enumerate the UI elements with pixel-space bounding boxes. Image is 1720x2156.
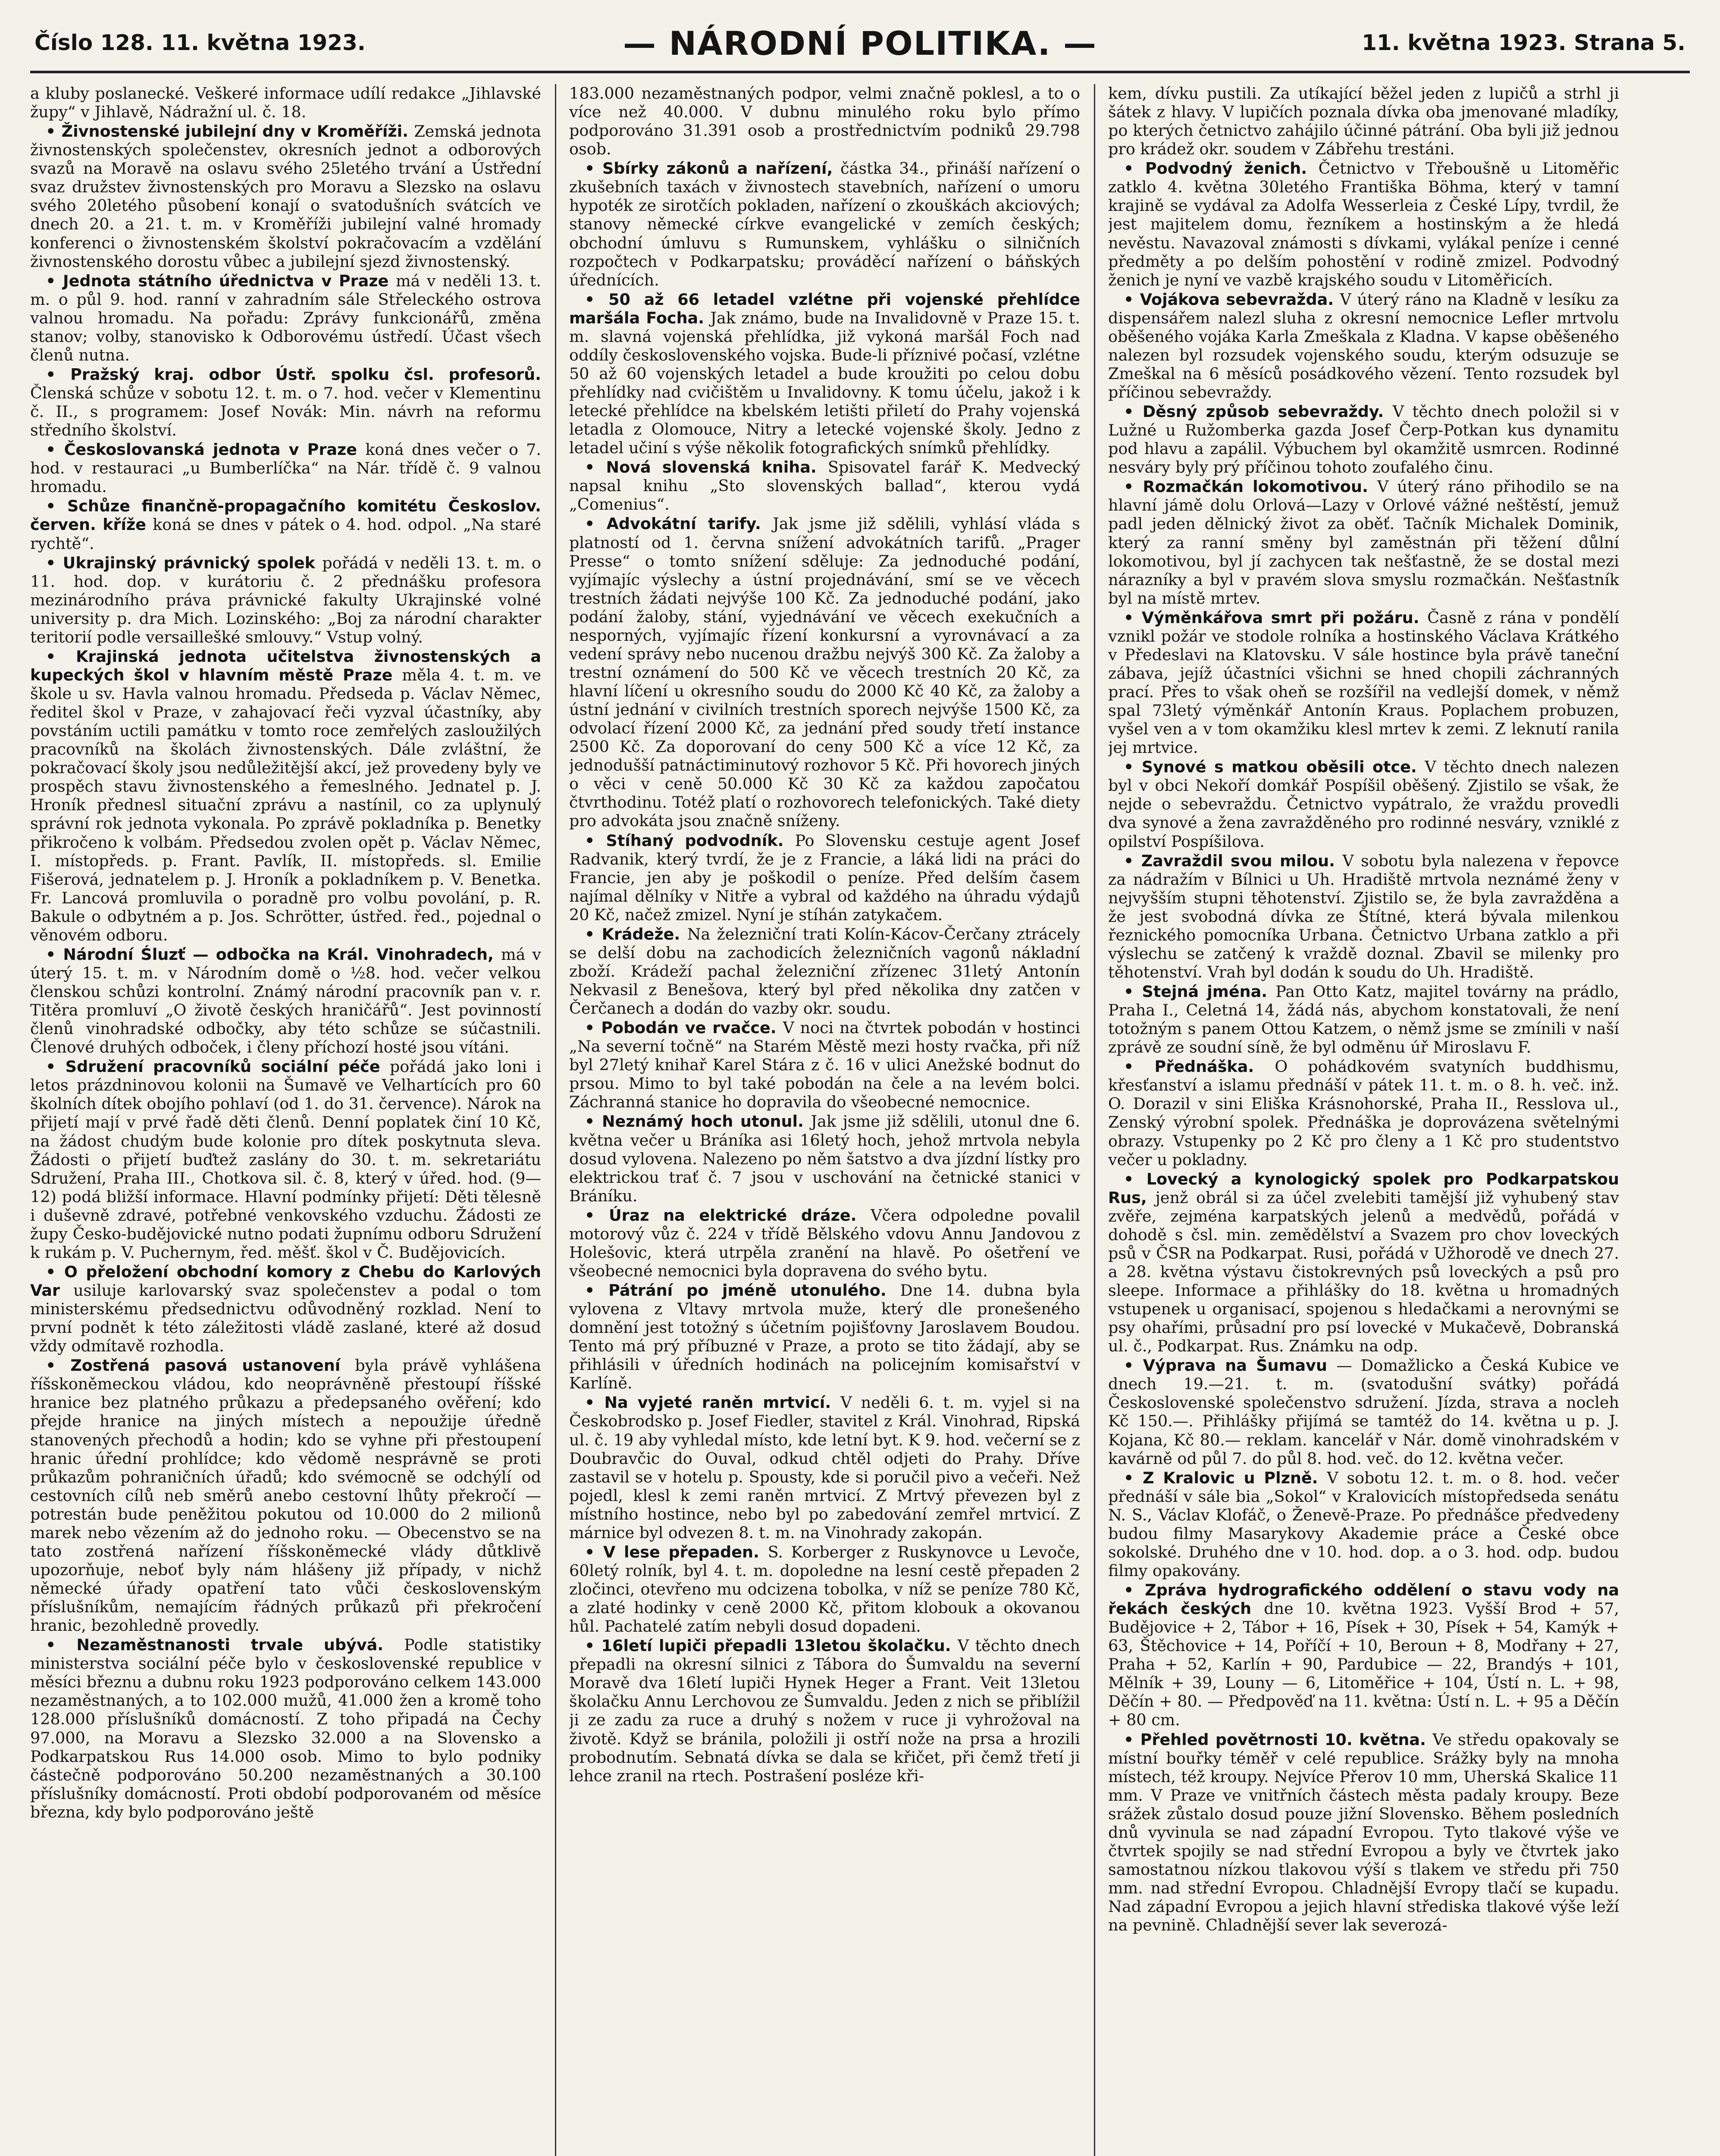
newspaper-title: — NÁRODNÍ POLITIKA. — bbox=[623, 24, 1097, 63]
article-heading: • Děsný způsob sebevraždy. bbox=[1124, 402, 1393, 421]
article-heading: • Živnostenské jubilejní dny v Kroměříži. bbox=[46, 122, 414, 141]
article-heading: • Přednáška. bbox=[1124, 1057, 1275, 1076]
article-heading: • Přehled povětrnosti 10. května. bbox=[1124, 1730, 1433, 1749]
article-text: Jak jsme již sdělili, utonul dne 6. května večer u Bráníka asi 16letý hoch, jehož mrtvola nebyla dosud vylovena. Nalezeno po něm šatstvo a dva jízdní lístky pro elektrickou trať č. 7 jsou v uschování na četnické stanici v Bráníku. bbox=[569, 1112, 1080, 1205]
article-heading: • Krajinská jednota učitelstva živnostenských a kupeckých škol v hlavním městě Praze bbox=[30, 647, 541, 684]
article-heading: • Neznámý hoch utonul. bbox=[585, 1112, 811, 1131]
article-text: V neděli 6. t. m. vyjel si na Českobrodsko p. Josef Fiedler, stavitel z Král. Vinohrad, Ripská ul. č. 19 aby vyhledal místo, kde letní byt. K 9. hod. večerní se z Doubravčic do Ouval, odkud chtěl odjeti do Prahy. Dříve zastavil se v hotelu p. Spousty, kde si poručil pivo a večeři. Než pojedl, klesl k zemi raněn mrtvicí. Z Mrtvý převezen byl z místního hostince, nebo byl po zabedování zemřel mrtvicí. Z márnice byl odvezen 8. t. m. na Vinohrady zakopán. bbox=[569, 1393, 1080, 1542]
article-text: S. Korberger z Ruskynovce u Levoče, 60letý rolník, byl 4. t. m. dopoledne na lesní cestě přepaden 2 zločinci, otevřeno mu odcizena tobolka, v níž se peníze 780 Kč, a zlaté hodinky v ceně 2000 Kč, přitom klobouk a okovanou hůl. Pachatelé zatím nebyli dosud dopadeni. bbox=[569, 1542, 1080, 1636]
article-text: jenž obrál si za účel zvelebiti tamější již vyhubený stav zvěře, zejména karpatských jelenů a medvědů, pořádá v dohodě s čsl. min. zemědělství a Svazem pro chov loveckých psů v ČSR na Podkarpat. Rusi, pořádá v Užhorodě ve dnech 27. a 28. května výstavu čistokrevných psů loveckých a psů pro sleepe. Informace a přihlášky do 18. května u hromadných vstupenek u organisací, spojenou s hledačkami a nerovnými se psy ohařími, průsadní pro psí lovecké v Mukačevě, Dobranská ul. č., Podkarpat. Rus. Známku na odp. bbox=[1108, 1188, 1619, 1356]
article-heading: • Nová slovenská kniha. bbox=[585, 458, 828, 477]
article-heading: • 50 až 66 letadel vzlétne při vojenské přehlídce maršála Focha. bbox=[569, 290, 1080, 327]
article-text: V úterý ráno na Kladně v lesíku za dispensářem nalezl sluha z okresní nemocnice Lefler mrtvolu oběšeného vojáka Karla Zmeškala z Kladna. V kapse oběšeného nalezen byl rozsudek vojenského soudu, kterým odsuzuje se Zmeškal na 6 měsíců posádkového vězení. Tento rozsudek byl příčinou sebevraždy. bbox=[1108, 290, 1619, 401]
article-heading: • Z Kralovic u Plzně. bbox=[1124, 1468, 1327, 1487]
article-text: O pohádkovém svatyních buddhismu, křesťanství a islamu přednáší v pátek 11. t. m. o 8. h. več. inž. O. Dorazil v sini Eliška Krásnohorské, Praha II., Resslova ul., Zenský výrobní spolek. Přednáška je doprovázena světelnými obrazy. Vstupenky po 2 Kč pro členy a 1 Kč pro studentstvo večer u pokladny. bbox=[1108, 1057, 1619, 1169]
article-item bbox=[569, 514, 1080, 830]
article-item bbox=[1108, 608, 1619, 757]
article-heading: • Ukrajinský právnický spolek bbox=[46, 553, 323, 572]
article-item bbox=[1108, 159, 1619, 289]
article-text: Četnictvo v Třeboušně u Litoměřic zatklo 4. května 30letého Františka Böhma, který v tamní krajině se vydával za Adolfa Wesserleia z České Lípy, tvrdil, že jest majitelem domu, řezníkem a hostinským a že hledá nevěstu. Navazoval známosti s dívkami, vylákal peníze i cenné předměty a po delším pohostění v rodině zmizel. Podvodný ženich je nyní ve vazbě krajského soudu v Litoměřicích. bbox=[1108, 159, 1619, 289]
article-heading: • Národní Śluzť — odbočka na Král. Vinohradech, bbox=[46, 945, 501, 964]
article-heading: • V lese přepaden. bbox=[585, 1542, 768, 1561]
article-item bbox=[1108, 1730, 1619, 1935]
article-item bbox=[569, 1206, 1080, 1280]
article-text: V úterý ráno přihodilo se na hlavní jámě dolu Orlová—Lazy v Orlové vážné neštěstí, jemuž padl jeden dělnický život za oběť. Tačník Michalek Dominik, který za ranní směny byl zaměstnán při těžení důlní lokomotivou, byl jí zachycen tak nešťastně, že se dostal mezi nárazníky a byl v pravém slova smyslu rozmačkán. Nešťastník byl na místě mrtev. bbox=[1108, 477, 1619, 608]
article-text: usiluje karlovarský svaz společenstev a podal o tom ministerskému předsednictvu odůvodněný rozklad. Není to první podnět k této záležitosti vládě zaslané, které až dosud vždy odmítavě rozhodla. bbox=[30, 1281, 541, 1356]
article-text: Jak známo, bude na Invalidovně v Praze 15. t. m. slavná vojenská přehlídka, již vykoná maršál Foch nad oddíly československého vojska. Bude-li příznivé počasí, vzlétne 50 až 60 vojenských letadel a bude kroužiti po celou dobu přehlídky nad cvičištěm u Invalidovny. K tomu účelu, jakož i k letecké přehlídce na kbelském letišti přiletí do Prahy vojenská letadla z Olomouce, Nitry a letecké vojenské školy. Jedno z letadel učiní s výše několik fotografických snímků přehlídky. bbox=[569, 308, 1080, 458]
article-heading: • Podvodný ženich. bbox=[1124, 159, 1319, 178]
article-item bbox=[1108, 758, 1619, 850]
article-text: pořádá v neděli 13. t. m. o 11. hod. dop. v kurátoriu č. 2 přednášku profesora mezinárodního práva právnické fakulty Ukrajinské volné university p. dra Mich. Lozinského: „Boj za národní charakter teritorií podle versaillešké smlouvy.“ Vstup volný. bbox=[30, 553, 541, 646]
article-item bbox=[30, 647, 541, 944]
article-text: Pan Otto Katz, majitel továrny na prádlo, Praha I., Celetná 14, žádá nás, abychom konstatovali, že není totožným s panem Ottou Katzem, o němž jsme se zmínili v naší zprávě ze soudní síně, že byl odměnu úř Miroslavu F. bbox=[1108, 982, 1619, 1057]
article-item bbox=[569, 1281, 1080, 1392]
article-text: Podle statistiky ministerstva sociální péče bylo v československé republice v měsíci březnu a dubnu roku 1923 podporováno celkem 143.000 nezaměstnaných, a to 102.000 mužů, 41.000 žen a kromě toho 128.000 příslušníků domácností. Z toho připadá na Čechy 97.000, na Moravu a Slezsko 32.000 a na Slovensko a Podkarpatskou Rus 14.000 osob. Mimo to bylo podniky částečně podporováno 50.200 nezaměstnaných a 30.100 příslušníky domácností. Proti období podporovaném od měsíce března, kdy bylo podporováno ještě bbox=[30, 1636, 541, 1821]
article-heading: • Rozmačkán lokomotivou. bbox=[1124, 477, 1377, 496]
article-item bbox=[1108, 852, 1619, 981]
article-item bbox=[30, 272, 541, 364]
article-text: koná se dnes v pátek o 4. hod. odpol. „Na staré rychtě“. bbox=[30, 515, 541, 553]
article-text: Včera odpoledne povalil motorový vůz č. 224 v třídě Bělského vdovu Annu Jandovou z Holešovic, která utrpěla zranění na hlavě. Po ošetření ve všeobecné nemocnici byla dopravena do svého bytu. bbox=[569, 1206, 1080, 1280]
article-text: V sobotu byla nalezena v řepovce za nádražím v Bílnici u Uh. Hradiště mrtvola neznámé ženy v nejvyšším stupni těhotenství. Zjistilo se, že byla zavražděna a že jest svobodná dívka ze Štítné, která bývala milenkou řeznického pomocníka Urbana. Četnictvo Urbana zatklo a při výslechu se zatčený k vraždě doznal. Zbavil se milenky pro těhotenství. Vrah byl dodán k soudu do Uh. Hradiště. bbox=[1108, 851, 1619, 981]
article-text: V těchto dnech položil si v Lužné u Ružomberka gazda Josef Čerp-Potkan kus dynamitu pod hlavu a zapálil. Výbuchem byl okamžitě usmrcen. Rodinné nesváry byly prý příčinou tohoto zoufalého činu. bbox=[1108, 402, 1619, 477]
issue-number-date: Číslo 128. 11. května 1923. bbox=[34, 30, 366, 55]
article-item bbox=[1108, 84, 1619, 158]
article-text: má v neděli 13. t. m. o půl 9. hod. ranní v zahradním sále Střeleckého ostrova valnou hromadu. Na pořadu: Zprávy funkcionářů, změna stanov; volby, stanovisko k Odborovému ústředí. Účast všech členů nutna. bbox=[30, 271, 541, 364]
article-heading: • Synové s matkou oběsili otce. bbox=[1124, 758, 1425, 777]
article-text: Na železniční trati Kolín-Kácov-Čerčany ztrácely se delší dobu na zachodicích železničních vagonů nákladní zboží. Krádeží pachal železniční zřízenec 31letý Antonín Nekvasil z Benešova, který byl před několika dny zatčen v Čerčanech a dodán do vazby okr. soudu. bbox=[569, 924, 1080, 1018]
article-item bbox=[30, 84, 541, 121]
article-item bbox=[1108, 402, 1619, 476]
page-date-number: 11. května 1923. Strana 5. bbox=[1362, 30, 1686, 55]
article-item bbox=[30, 554, 541, 646]
article-item bbox=[1108, 1170, 1619, 1356]
article-heading: • Krádeže. bbox=[585, 924, 687, 943]
column-1 bbox=[30, 84, 541, 2156]
article-item bbox=[569, 831, 1080, 924]
article-text: koná dnes večer o 7. hod. v restauraci „u Bumberlíčka“ na Nár. třídě č. 9 valnou hromadu. bbox=[30, 440, 541, 496]
article-heading: • Jednota státního úřednictva v Praze bbox=[46, 271, 396, 290]
article-item bbox=[30, 945, 541, 1056]
article-heading: • Stejná jména. bbox=[1124, 982, 1276, 1001]
article-item bbox=[1108, 477, 1619, 607]
article-text: Ve středu opakovaly se místní bouřky téměř v celé republice. Srážky byly na mnoha místech, též kroupy. Nejvíce Přerov 10 mm, Uherská Skalice 11 mm. V Praze ve vnitřních částech města padaly kroupy. Beze srážek zůstalo dosud pouze jižní Slovensko. Během posledních dnů vyvinula se nad západní Evropou. Tyto tlakové výše ve čtvrtek spojily se nad střední Evropou a byly ve čtvrtek jako samostatnou nízkou tlakovou výší s tlakem ve středu při 750 mm. nad střední Evropou. Chladnější Evropy tlačí se kupadu. Nad západní Evropou a jejich hlavní střediska tlakové výše leží na pevnině. Chladnější sever lak severozá- bbox=[1108, 1730, 1619, 1935]
article-heading: • Zostřená pasová ustanovení bbox=[46, 1356, 355, 1375]
article-text: V sobotu 12. t. m. o 8. hod. večer přednáší v sále bia „Sokol“ v Kralovicích místopředseda senátu N. S., Václav Klofáč, o Ženevě-Praze. Po přednášce předvedeny budou filmy Masarykovy Akademie práce a České obce sokolské. Druhého dne v 10. hod. dop. a o 3. hod. odp. budou filmy opakovány. bbox=[1108, 1468, 1619, 1580]
article-text: V těchto dnech nalezen byl v obci Nekoří domkář Pospíšil oběšený. Zjistilo se však, že nejde o sebevraždu. Četnictvo vypátralo, že vraždu provedli dva synové a žena zavražděného pro rodinné nesváry, vzniklé z opilství Pospíšilova. bbox=[1108, 758, 1619, 851]
article-heading: • Advokátní tarify. bbox=[585, 514, 773, 533]
article-heading: • Na vyjeté raněn mrtvicí. bbox=[585, 1393, 841, 1412]
article-item bbox=[569, 84, 1080, 158]
article-heading: • Lovecký a kynologický spolek pro Podkarpatskou Rus, bbox=[1108, 1169, 1619, 1207]
article-heading: • Schůze finančně-propagačního komitétu Českoslov. červen. kříže bbox=[30, 497, 541, 534]
article-item bbox=[1108, 1581, 1619, 1730]
article-text: Členská schůze v sobotu 12. t. m. o 7. hod. večer v Klementinu č. II., s programem: Josef Novák: Min. návrh na reformu středního školství. bbox=[30, 384, 541, 440]
article-item bbox=[30, 1057, 541, 1262]
article-text: kem, dívku pustili. Za utíkající běžel jeden z lupičů a strhl ji šátek z hlavy. V lupičích poznala dívka oba jmenované mladíky, po kterých četnictvo zahájilo účinné pátrání. Oba byli již jednou pro krádež okr. soudem v Zábřehu trestáni. bbox=[1108, 84, 1619, 159]
article-heading: • Výměnkářova smrt při požáru. bbox=[1124, 608, 1428, 627]
article-item bbox=[569, 925, 1080, 1018]
article-text: Dne 14. dubna byla vylovena z Vltavy mrtvola muže, který dle pronešeného domnění jest totožný s účetním pojišťovny Jaroslavem Boudou. Tento má prý příbuzné v Praze, a proto se tito žádají, aby se přihlásili v úředních hodinách na policejním komisařství v Karlíně. bbox=[569, 1281, 1080, 1393]
article-heading: • Stíhaný podvodník. bbox=[585, 831, 795, 850]
article-text: 183.000 nezaměstnaných podpor, velmi značně poklesl, a to o více než 40.000. V dubnu minulého roku bylo přímo podporováno 31.391 osob a prostřednictvím podniků 29.798 osob. bbox=[569, 84, 1080, 159]
article-item bbox=[569, 1393, 1080, 1542]
article-heading: • Úraz na elektrické dráze. bbox=[585, 1206, 871, 1225]
article-heading: • 16letí lupiči přepadli 13letou školačku. bbox=[585, 1636, 958, 1655]
article-heading: • Výprava na Šumavu bbox=[1124, 1356, 1337, 1375]
article-item bbox=[569, 1112, 1080, 1205]
article-text: částka 34., přináší nařízení o zkušebních taxách v živnostech stavebních, nařízení o umoru hypoték ze sirotčích pokladen, nařízení o zkouškách akciových; stanovy německé církve evangelické v zemích českých; obchodní úmluvu s Rumunskem, vyhlášku o silničních rozpočtech v Podkarpatsku; prováděcí nařízení o báňských úřednících. bbox=[569, 159, 1080, 289]
article-text: pořádá jako loni i letos prázdninovou kolonii na Šumavě ve Velhartících pro 60 školních dítek obojího pohlaví (od 1. do 31. července). Nárok na přijetí mají v prvé řadě děti členů. Denní poplatek činí 10 Kč, na žádost chudým bude kolonie pro dítek poskytnuta sleva. Žádosti o přijetí buďtež zaslány do 30. t. m. sekretariátu Sdružení, Praha III., Chotkova sil. č. 8, který v úřed. hod. (9—12) podá bližší informace. Hlavní podmínky přijetí: Děti tělesně i duševně zdravé, potřebné venkovského vzduchu. Žádosti ze župy Česko-budějovické nutno podati župnímu odboru Sdružení k rukám p. V. Puchernym, řed. měšť. škol v Č. Budějovicích. bbox=[30, 1057, 541, 1262]
article-text: Jak jsme již sdělili, vyhlásí vláda s platností od 1. června snížení advokátních tarifů. „Prager Presse“ o tomto snížení sděluje: Za jednoduché podání, vyjímajíc výslechy a ústní projednávání, smí se ve věcech trestních žádati nejvýše 100 Kč. Za jednoduché podání, jako podání žaloby, stání, vyjednávání ve věcech exekučních a nesporných, vyjímajíc řízení konkursní a vyrovnávací a za vedení správy nebo nucenou dražbu nejvýš 300 Kč. Za žaloby a trestní oznámení do 500 Kč ve věcech trestních 20 Kč, za hlavní líčení u okresního soudu do 2000 Kč 40 Kč, za žaloby a ústní jednání v civilních trestních sporech nejvýše 1500 Kč, za odvolací řízení 2000 Kč, za jednání před soudy třetí instance 2500 Kč. Za doporovaní do ceny 500 Kč a více 12 Kč, za jednodušší patnáctiminutový rozhovor 5 Kč. Při hovorech jiných o věci v ceně 50.000 Kč 30 Kč za každou započatou čtvrthodinu. Totéž platí o rozhovorech telefonických. Také diety pro advokáta jsou značně sníženy. bbox=[569, 514, 1080, 830]
article-text: Spisovatel farář K. Medvecký napsal knihu „Sto slovenských ballad“, kterou vydá „Comenius“. bbox=[569, 458, 1080, 514]
article-item bbox=[30, 1263, 541, 1355]
article-item bbox=[569, 1636, 1080, 1785]
article-heading: • Sdružení pracovníků sociální péče bbox=[46, 1057, 390, 1076]
column-3 bbox=[1108, 84, 1619, 2156]
article-item bbox=[30, 440, 541, 496]
page-header bbox=[30, 17, 1690, 73]
article-item bbox=[30, 122, 541, 271]
article-heading: • Nezaměstnanosti trvale ubývá. bbox=[46, 1636, 404, 1655]
article-heading: • Zpráva hydrografického oddělení o stavu vody na řekách českých bbox=[1108, 1581, 1619, 1618]
article-text: Po Slovensku cestuje agent Josef Radvanik, který tvrdí, že je z Francie, a láká lidi na práci do Francie, jen aby je poškodil o peníze. Před delším časem najímal dělníky v Nitře a vybral od každého na úhradu výdajů 20 Kč, načež zmizel. Nyní je stíhán zatykačem. bbox=[569, 831, 1080, 924]
article-item bbox=[569, 1543, 1080, 1636]
article-item bbox=[569, 290, 1080, 458]
article-text: byla právě vyhlášena říšskoněmeckou vládou, kdo neoprávněně přestoupí říšské hranice bez platného průkazu a předepsaného ověření; kdo přejde hranice na jiných místech a nepoužije úředně stanovených přechodů a hodin; kdo se vyhne při přestoupení hranic úřední prohlídce; kdo vědomě nesprávně se proti průkazům pohraničních úřadů; kdo svémocně se odchýlí od cestovních cílů neb směrů anebo cestovní lhůty překročí — potrestán bude peněžitou pokutou od 10.000 do 2 milionů marek nebo vězením až do jednoho roku. — Obecenstvo se na tato zostřená nařízení říšskoněmecké vlády důtklivě upozorňuje, neboť byly nám hlášeny již případy, v nichž německé úřady opatření tato vůči československým příslušníkům, nemajícím řádných průkazů při překročení hranic, bezohledně provedly. bbox=[30, 1356, 541, 1635]
article-item bbox=[569, 1018, 1080, 1111]
article-heading: • O přeložení obchodní komory z Chebu do Karlových Var bbox=[30, 1262, 541, 1300]
article-item bbox=[30, 1636, 541, 1821]
column-divider bbox=[1094, 84, 1095, 2156]
article-text: V noci na čtvrtek pobodán v hostinci „Na severní točně“ na Starém Městě mezi hosty rvačka, při níž byl 27letý knihař Karel Stára z č. 16 v ulici Anežské bodnut do prsou. Mimo to byl také pobodán na čele a na levém bolci. Záchranná stanice ho dopravila do všeobecné nemocnice. bbox=[569, 1018, 1080, 1112]
article-text: V těchto dnech přepadli na okresní silnici z Tábora do Šumvaldu na severní Moravě dva 16letí lupiči Hynek Heger a Frant. Veit 13letou školačku Annu Lerchovou ze Šumvaldu. Jeden z nich se přiblížil ji ze zadu za ruce a druhý s nožem v ruce ji vyhrožoval na životě. Když se bránila, položili ji ostří nože na prsa a hrozili probodnutím. Sebnatá dívka se dala se křičet, při čemž třetí ji lehce zranil na rtech. Postrašení posléze kři- bbox=[569, 1636, 1080, 1785]
article-item bbox=[30, 365, 541, 439]
article-item bbox=[1108, 1057, 1619, 1169]
article-heading: • Zavraždil svou milou. bbox=[1124, 851, 1343, 870]
article-heading: • Vojákova sebevražda. bbox=[1124, 290, 1340, 309]
article-item bbox=[1108, 1469, 1619, 1580]
article-heading: • Sbírky zákonů a nařízení, bbox=[585, 159, 841, 178]
article-item bbox=[30, 497, 541, 552]
article-item bbox=[1108, 290, 1619, 401]
column-2 bbox=[569, 84, 1080, 2156]
article-text: dne 10. května 1923. Vyšší Brod + 57, Budějovice + 2, Tábor + 16, Písek + 30, Písek + 54, Kamýk + 63, Štěchovice + 14, Poříčí + 10, Beroun + 8, Modřany + 27, Praha + 52, Karlín + 90, Pardubice — 22, Brandýs + 101, Mělník + 39, Louny — 6, Litoměřice + 104, Ústí n. L. + 98, Děčín + 80. — Předpověď na 11. května: Ústí n. L. + 95 a Děčín + 80 cm. bbox=[1108, 1599, 1619, 1730]
article-text: má v úterý 15. t. m. v Národním domě o ½8. hod. večer velkou členskou schůzi kontrolní. Známý národní pracovník pan v. r. Titěra promluví „O životě českých hraničářů“. Jest povinností členů vinohradské odbočky, aby této schůze se súčastnili. Členové druhých odboček, i členy příchozí hosté jsou vítáni. bbox=[30, 945, 541, 1057]
article-text: měla 4. t. m. ve škole u sv. Havla valnou hromadu. Předseda p. Václav Němec, ředitel škol v Praze, v zahajovací řeči vyzval účastníky, aby povstáním uctili památku v tomto roce zemřelých zasloužilých pracovníků na školách živnostenských. Dále zvláštní, že pokračovací školy jsou nedůležitější akcí, jež provedeny byly ve prospěch stavu živnostenského a řemeslného. Jednatel p. J. Hroník přednesl situační zprávu a nastínil, co za uplynulý správní rok jednota vykonala. Po zprávě pokladníka p. Benetky přikročeno k volbám. Předsedou zvolen opět p. Václav Němec, I. místopředs. p. Frant. Pavlík, II. místopředs. sl. Emilie Fišerová, jednatelem p. J. Hroník a pokladníkem p. V. Benetka. Fr. Lancová promluvila o poradně pro volbu povolání, p. R. Bakule o odbytném a p. Jos. Schrötter, ústřed. řed., pojednal o věnovém odboru. bbox=[30, 665, 541, 944]
article-heading: • Pražský kraj. odbor Ústř. spolku čsl. profesorů. bbox=[46, 365, 541, 384]
article-text: Časně z rána v pondělí vznikl požár ve stodole rolníka a hostinského Václava Krátkého v Předeslavi na Klatovsku. V sále hostince byla právě taneční zábava, jejíž účastníci všichni se hned chopili záchranných prací. Přes to však oheň se rozšířil na vedlejší domek, v němž spal 73letý výměnkář Antonín Kraus. Poplachem probuzen, vyšel ven a v tom okamžiku klesl mrtev k zemi. Z leknutí ranila jej mrtvice. bbox=[1108, 608, 1619, 757]
column-divider bbox=[555, 84, 556, 2156]
article-item bbox=[569, 159, 1080, 289]
article-item bbox=[30, 1356, 541, 1635]
article-item bbox=[569, 458, 1080, 514]
article-heading: • Pobodán ve rvačce. bbox=[585, 1018, 783, 1037]
article-text: a kluby poslanecké. Veškeré informace udílí redakce „Jihlavské župy“ v Jihlavě, Nádražní ul. č. 18. bbox=[30, 84, 541, 122]
article-text: Zemská jednota živnostenských společenstev, okresních jednot a odborových svazů na Moravě na oslavu svého 25letého trvání a Ústřední svaz družstev živnostenských pro Moravu a Slezsko na oslavu svého 20letého působení konají o svatodušních svátcích ve dnech 20. a 21. t. m. v Kroměříži jubilejní valné hromady konferenci o živnostenském školství pokračovacím a vzdělání živnostenského dorostu vůbec a jubilejní sjezd živnostenský. bbox=[30, 122, 541, 271]
article-item bbox=[1108, 982, 1619, 1056]
article-text: — Domažlicko a Česká Kubice ve dnech 19.—21. t. m. (svatodušní svátky) pořádá Československé společenstvo sdružení. Jízda, strava a nocleh Kč 150.—. Přihlášky přijímá se tamtéž do 14. května u p. J. Kojana, Kč 80.— reklam. kancelář v Nár. domě vinohradském v kavárně od půl 7. do půl 8. hod. več. do 12. května večer. bbox=[1108, 1356, 1619, 1468]
article-heading: • Pátrání po jméně utonulého. bbox=[585, 1281, 900, 1300]
article-item bbox=[1108, 1356, 1619, 1467]
article-heading: • Českoslovanská jednota v Praze bbox=[46, 440, 366, 459]
